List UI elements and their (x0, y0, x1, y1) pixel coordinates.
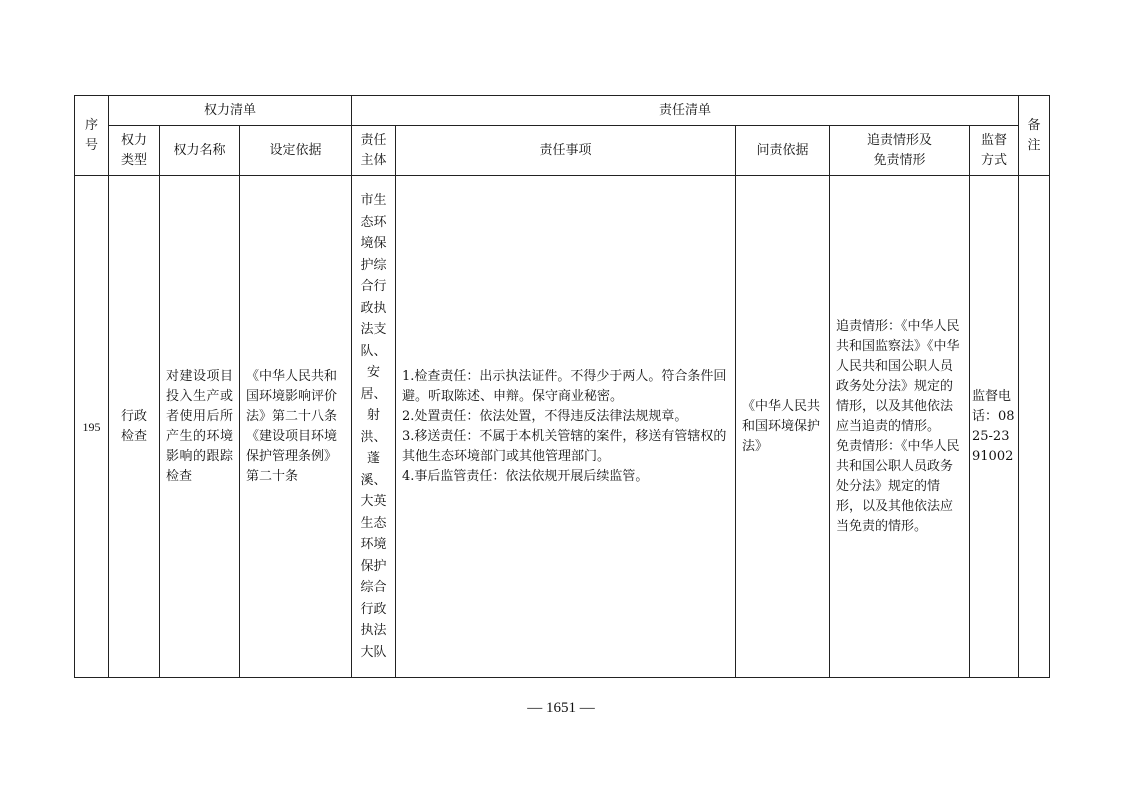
cell-supervision (970, 176, 1019, 678)
header-remark-label: 备注 (1027, 117, 1041, 153)
header-seq-label: 序号 (84, 117, 98, 153)
duty-item-3: 3.移送责任：不属于本机关管辖的案件，移送有管辖权的其他生态环境部门或其他管理部门。 (402, 428, 727, 464)
legal-basis-1: 《中华人民共和国环境影响评价法》第二十八条 (246, 368, 338, 424)
duty-item-4: 4.事后监管责任：依法依规开展后续监管。 (402, 468, 649, 484)
header-power-type-label: 权力类型 (120, 132, 147, 168)
pursuit-text: 追责情形：《中华人民共和国监察法》《中华人民共和国公职人员政务处分法》规定的情形，以及其他依法应当追责的情形。 (836, 318, 960, 434)
cell-power-type (109, 176, 160, 678)
header-responsibility-items: 责任事项 (396, 126, 736, 176)
duty-item-1: 1.检查责任：出示执法证件。不得少于两人。符合条件回避。听取陈述、申辩。保守商业秘密。 (402, 368, 727, 404)
cell-remark (1019, 176, 1050, 678)
header-responsibility-list: 责任清单 (352, 96, 1019, 126)
header-seq (75, 96, 109, 176)
header-power-type (109, 126, 160, 176)
cell-responsible-subject (352, 176, 396, 678)
exemption-text: 免责情形：《中华人民共和国公职人员政务处分法》规定的情形，以及其他依法应当免责的情形。 (836, 438, 960, 534)
page-number: — 1651 — (527, 700, 595, 716)
responsibility-table (74, 95, 1050, 678)
cell-legal-basis (240, 176, 352, 678)
header-responsible-subject-label: 责任主体 (360, 132, 387, 168)
header-pursuit (830, 126, 970, 176)
header-supervision (970, 126, 1019, 176)
table-row (75, 176, 1050, 678)
duty-item-2: 2.处置责任：依法处置，不得违反法律法规规章。 (402, 408, 688, 424)
cell-pursuit (830, 176, 970, 678)
accountability-basis-text: 《中华人民共和国环境保护法》 (742, 398, 821, 454)
header-remark (1019, 96, 1050, 176)
header-supervision-label: 监督方式 (981, 132, 1008, 168)
cell-duties (396, 176, 736, 678)
header-responsible-subject (352, 126, 396, 176)
power-type-text: 行政检查 (121, 408, 148, 444)
header-power-name: 权力名称 (160, 126, 240, 176)
header-legal-basis: 设定依据 (240, 126, 352, 176)
cell-accountability-basis (736, 176, 830, 678)
header-accountability-basis: 问责依据 (736, 126, 830, 176)
power-name-text: 对建设项目投入生产或者使用后所产生的环境影响的跟踪检查 (166, 368, 233, 484)
supervision-text: 监督电话：0825-2391002 (972, 388, 1015, 464)
cell-power-name (160, 176, 240, 678)
header-pursuit-label: 追责情形及免责情形 (866, 132, 932, 168)
responsible-subject-text: 市生态环境保护综合行政执法支队、安居、射洪、蓬溪、大英生态环境保护综合行政执法大队 (360, 193, 387, 660)
legal-basis-2: 《建设项目环境保护管理条例》第二十条 (246, 428, 338, 484)
header-power-list: 权力清单 (109, 96, 352, 126)
cell-seq: 195 (75, 176, 109, 678)
